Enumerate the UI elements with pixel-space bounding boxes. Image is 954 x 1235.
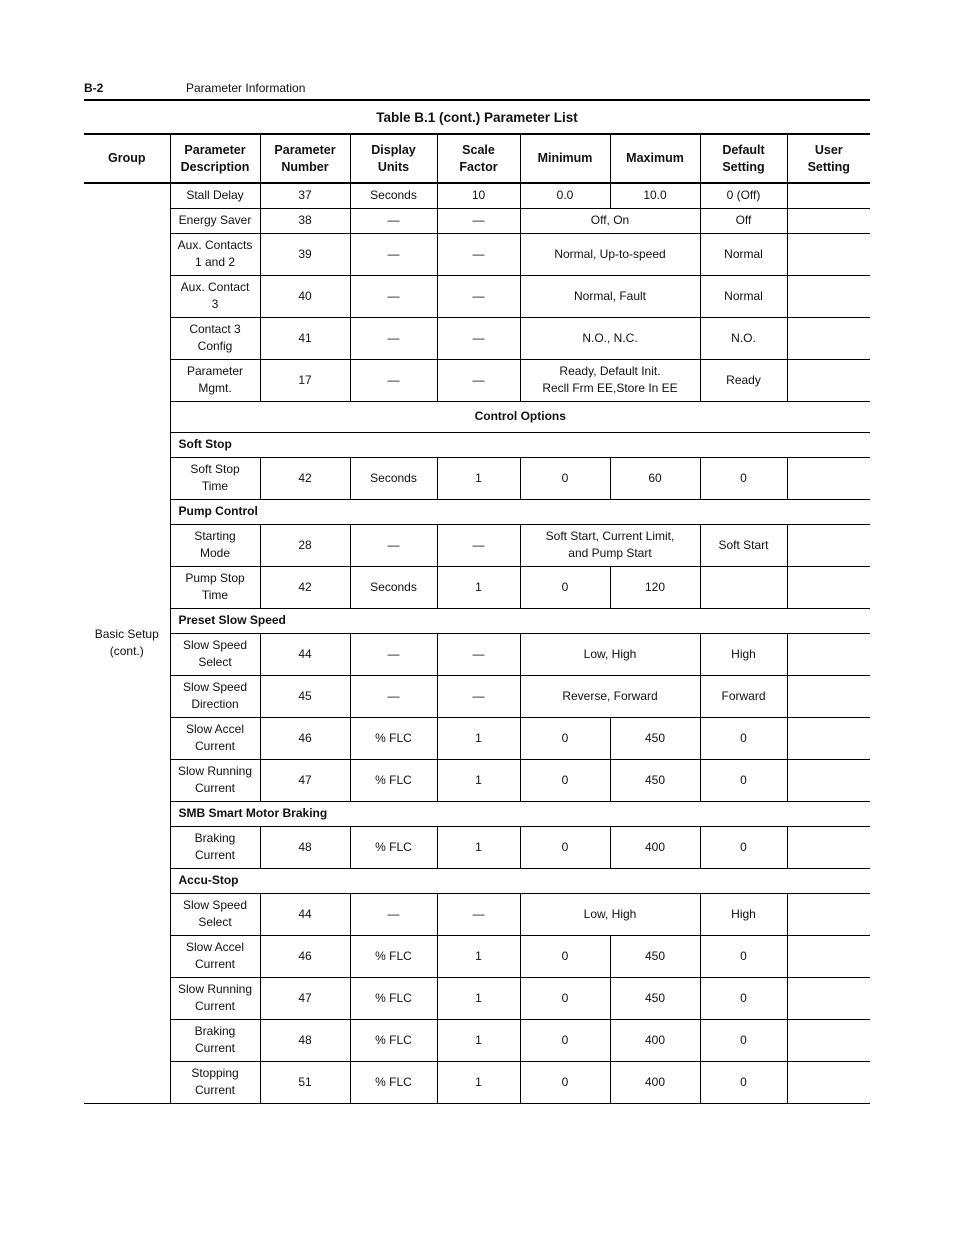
param-desc: Slow Accel Current xyxy=(170,935,260,977)
table-row xyxy=(84,633,870,675)
page-header xyxy=(84,80,870,101)
param-default: 0 xyxy=(700,717,787,759)
table-caption: Table B.1 (cont.) Parameter List xyxy=(376,110,578,125)
param-units: — xyxy=(350,893,437,935)
param-units: — xyxy=(350,275,437,317)
param-scale: 1 xyxy=(437,457,520,499)
col-default: Default Setting xyxy=(700,134,787,183)
param-default: 0 xyxy=(700,1019,787,1061)
param-range: Reverse, Forward xyxy=(520,675,700,717)
section-row xyxy=(84,401,870,432)
param-number: 41 xyxy=(260,317,350,359)
param-units: % FLC xyxy=(350,977,437,1019)
param-desc: Braking Current xyxy=(170,826,260,868)
param-units: Seconds xyxy=(350,457,437,499)
param-desc: Slow Running Current xyxy=(170,977,260,1019)
param-scale: 1 xyxy=(437,935,520,977)
param-units: — xyxy=(350,359,437,401)
table-row xyxy=(84,893,870,935)
subsection-row xyxy=(84,432,870,457)
col-units: Display Units xyxy=(350,134,437,183)
group-cell: Basic Setup (cont.) xyxy=(84,183,170,1103)
param-desc: Contact 3 Config xyxy=(170,317,260,359)
param-units: — xyxy=(350,675,437,717)
param-user xyxy=(787,359,870,401)
param-desc: Starting Mode xyxy=(170,524,260,566)
param-number: 44 xyxy=(260,633,350,675)
param-units: — xyxy=(350,208,437,233)
param-user xyxy=(787,826,870,868)
param-user xyxy=(787,317,870,359)
param-default: 0 xyxy=(700,1061,787,1103)
param-units: — xyxy=(350,524,437,566)
param-scale: 1 xyxy=(437,1019,520,1061)
param-number: 39 xyxy=(260,233,350,275)
param-scale: 1 xyxy=(437,826,520,868)
param-range: Ready, Default Init. Recll Frm EE,Store In EE xyxy=(520,359,700,401)
param-user xyxy=(787,1019,870,1061)
param-max: 120 xyxy=(610,566,700,608)
param-units: % FLC xyxy=(350,826,437,868)
param-user xyxy=(787,935,870,977)
param-user xyxy=(787,759,870,801)
param-scale: — xyxy=(437,524,520,566)
col-scale: Scale Factor xyxy=(437,134,520,183)
param-user xyxy=(787,893,870,935)
param-max: 10.0 xyxy=(610,183,700,208)
param-min: 0 xyxy=(520,457,610,499)
subsection-row xyxy=(84,499,870,524)
param-units: Seconds xyxy=(350,183,437,208)
param-units: % FLC xyxy=(350,717,437,759)
param-user xyxy=(787,675,870,717)
param-desc: Stall Delay xyxy=(170,183,260,208)
param-min: 0 xyxy=(520,977,610,1019)
table-row xyxy=(84,566,870,608)
table-row xyxy=(84,457,870,499)
param-default: Off xyxy=(700,208,787,233)
table-row xyxy=(84,675,870,717)
param-scale: — xyxy=(437,893,520,935)
param-units: % FLC xyxy=(350,935,437,977)
param-number: 44 xyxy=(260,893,350,935)
subsection-smb: SMB Smart Motor Braking xyxy=(170,801,870,826)
param-default: 0 xyxy=(700,759,787,801)
param-scale: 1 xyxy=(437,566,520,608)
param-scale: — xyxy=(437,317,520,359)
col-number: Parameter Number xyxy=(260,134,350,183)
param-default: Forward xyxy=(700,675,787,717)
param-scale: 1 xyxy=(437,717,520,759)
param-desc: Slow Speed Select xyxy=(170,893,260,935)
subsection-pump-control: Pump Control xyxy=(170,499,870,524)
table-row xyxy=(84,208,870,233)
param-max: 400 xyxy=(610,826,700,868)
param-min: 0 xyxy=(520,759,610,801)
col-group: Group xyxy=(84,134,170,183)
param-range: Normal, Up-to-speed xyxy=(520,233,700,275)
param-units: — xyxy=(350,633,437,675)
table-row xyxy=(84,1061,870,1103)
param-desc: Parameter Mgmt. xyxy=(170,359,260,401)
header-row xyxy=(84,134,870,183)
param-scale: — xyxy=(437,359,520,401)
param-default: Ready xyxy=(700,359,787,401)
param-scale: — xyxy=(437,675,520,717)
param-max: 450 xyxy=(610,977,700,1019)
param-scale: — xyxy=(437,633,520,675)
param-desc: Slow Speed Select xyxy=(170,633,260,675)
page-number: B-2 xyxy=(84,81,104,95)
param-min: 0 xyxy=(520,1019,610,1061)
col-user: User Setting xyxy=(787,134,870,183)
param-user xyxy=(787,1061,870,1103)
param-number: 38 xyxy=(260,208,350,233)
table-row xyxy=(84,275,870,317)
param-units: % FLC xyxy=(350,1061,437,1103)
table-row xyxy=(84,759,870,801)
param-desc: Braking Current xyxy=(170,1019,260,1061)
param-desc: Pump Stop Time xyxy=(170,566,260,608)
col-minimum: Minimum xyxy=(520,134,610,183)
param-range: Low, High xyxy=(520,893,700,935)
param-scale: 1 xyxy=(437,759,520,801)
param-units: % FLC xyxy=(350,1019,437,1061)
param-range: Soft Start, Current Limit, and Pump Start xyxy=(520,524,700,566)
param-user xyxy=(787,233,870,275)
param-number: 28 xyxy=(260,524,350,566)
param-default: 0 xyxy=(700,935,787,977)
param-units: Seconds xyxy=(350,566,437,608)
param-user xyxy=(787,457,870,499)
param-range: N.O., N.C. xyxy=(520,317,700,359)
table-row xyxy=(84,183,870,208)
table-row xyxy=(84,826,870,868)
section-title: Parameter Information xyxy=(186,81,306,95)
param-desc: Soft Stop Time xyxy=(170,457,260,499)
param-max: 400 xyxy=(610,1019,700,1061)
param-number: 47 xyxy=(260,977,350,1019)
table-row xyxy=(84,717,870,759)
param-min: 0 xyxy=(520,717,610,759)
param-desc: Slow Accel Current xyxy=(170,717,260,759)
param-number: 51 xyxy=(260,1061,350,1103)
table-row xyxy=(84,977,870,1019)
param-user xyxy=(787,183,870,208)
param-default: 0 xyxy=(700,826,787,868)
param-min: 0.0 xyxy=(520,183,610,208)
table-row xyxy=(84,359,870,401)
table-row xyxy=(84,233,870,275)
param-default: N.O. xyxy=(700,317,787,359)
param-user xyxy=(787,633,870,675)
param-max: 450 xyxy=(610,759,700,801)
param-units: — xyxy=(350,233,437,275)
table-row xyxy=(84,317,870,359)
param-desc: Slow Running Current xyxy=(170,759,260,801)
param-default: Normal xyxy=(700,275,787,317)
subsection-row xyxy=(84,608,870,633)
param-scale: 10 xyxy=(437,183,520,208)
param-desc: Aux. Contacts 1 and 2 xyxy=(170,233,260,275)
param-number: 17 xyxy=(260,359,350,401)
param-user xyxy=(787,566,870,608)
param-max: 60 xyxy=(610,457,700,499)
param-desc: Slow Speed Direction xyxy=(170,675,260,717)
parameter-table xyxy=(84,133,870,1104)
subsection-row xyxy=(84,868,870,893)
param-number: 47 xyxy=(260,759,350,801)
param-range: Normal, Fault xyxy=(520,275,700,317)
param-desc: Stopping Current xyxy=(170,1061,260,1103)
section-control-options: Control Options xyxy=(170,401,870,432)
param-desc: Aux. Contact 3 xyxy=(170,275,260,317)
param-number: 40 xyxy=(260,275,350,317)
param-default xyxy=(700,566,787,608)
param-default: 0 xyxy=(700,977,787,1019)
param-user xyxy=(787,275,870,317)
table-row xyxy=(84,1019,870,1061)
param-default: Normal xyxy=(700,233,787,275)
subsection-accu-stop: Accu-Stop xyxy=(170,868,870,893)
table-row xyxy=(84,935,870,977)
param-default: High xyxy=(700,893,787,935)
param-user xyxy=(787,524,870,566)
param-range: Off, On xyxy=(520,208,700,233)
param-default: High xyxy=(700,633,787,675)
col-maximum: Maximum xyxy=(610,134,700,183)
param-scale: — xyxy=(437,233,520,275)
param-number: 42 xyxy=(260,566,350,608)
param-number: 46 xyxy=(260,717,350,759)
param-max: 450 xyxy=(610,717,700,759)
param-scale: — xyxy=(437,208,520,233)
param-min: 0 xyxy=(520,826,610,868)
param-default: 0 xyxy=(700,457,787,499)
col-description: Parameter Description xyxy=(170,134,260,183)
param-default: 0 (Off) xyxy=(700,183,787,208)
param-scale: — xyxy=(437,275,520,317)
param-units: % FLC xyxy=(350,759,437,801)
param-user xyxy=(787,717,870,759)
subsection-soft-stop: Soft Stop xyxy=(170,432,870,457)
param-max: 400 xyxy=(610,1061,700,1103)
param-number: 48 xyxy=(260,826,350,868)
subsection-preset-slow-speed: Preset Slow Speed xyxy=(170,608,870,633)
param-number: 48 xyxy=(260,1019,350,1061)
param-user xyxy=(787,977,870,1019)
subsection-row xyxy=(84,801,870,826)
param-default: Soft Start xyxy=(700,524,787,566)
param-number: 37 xyxy=(260,183,350,208)
param-scale: 1 xyxy=(437,977,520,1019)
param-desc: Energy Saver xyxy=(170,208,260,233)
param-number: 42 xyxy=(260,457,350,499)
param-number: 45 xyxy=(260,675,350,717)
table-row xyxy=(84,524,870,566)
param-scale: 1 xyxy=(437,1061,520,1103)
param-max: 450 xyxy=(610,935,700,977)
param-range: Low, High xyxy=(520,633,700,675)
param-min: 0 xyxy=(520,1061,610,1103)
param-units: — xyxy=(350,317,437,359)
param-user xyxy=(787,208,870,233)
param-number: 46 xyxy=(260,935,350,977)
param-min: 0 xyxy=(520,935,610,977)
param-min: 0 xyxy=(520,566,610,608)
